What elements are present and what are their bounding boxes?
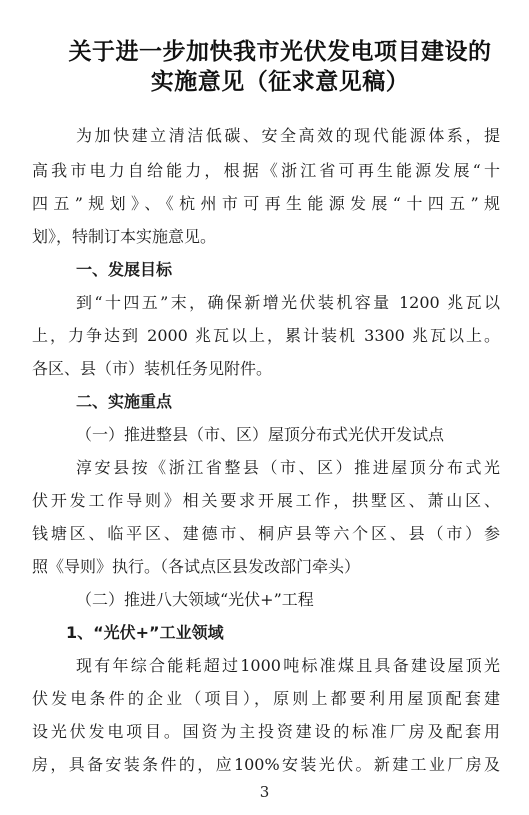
paragraph-line: 伏发电条件的企业（项目），原则上都要利用屋顶配套建	[32, 689, 500, 708]
page-number: 3	[259, 783, 270, 801]
section-heading: 一、发展目标	[76, 260, 173, 279]
paragraph-line: 钱塘区、临平区、建德市、桐庐县等六个区、县（市）参	[32, 524, 500, 543]
paragraph-line: 上，力争达到 2000 兆瓦以上，累计装机 3300 兆瓦以上。	[32, 326, 500, 345]
paragraph-line: 划》，特制订本实施意见。	[32, 227, 217, 246]
paragraph-line: 为加快建立清洁低碳、安全高效的现代能源体系，提	[76, 126, 500, 145]
paragraph-line: 四五”规划》、《杭州市可再生能源发展“十四五”规	[32, 194, 500, 213]
item-heading: 1、“光伏+”工业领域	[66, 623, 224, 642]
paragraph-line: 高我市电力自给能力，根据《浙江省可再生能源发展“十	[32, 161, 500, 180]
document-title-line-2: 实施意见（征求意见稿）	[150, 68, 410, 95]
paragraph-line: 照《导则》执行。（各试点区县发改部门牵头）	[32, 557, 361, 576]
paragraph-line: 伏开发工作导则》相关要求开展工作，拱墅区、萧山区、	[32, 491, 500, 510]
paragraph-line: 房，具备安装条件的，应100%安装光伏。新建工业厂房及	[32, 755, 500, 774]
paragraph-line: 现有年综合能耗超过1000吨标准煤且具备建设屋顶光	[76, 656, 500, 675]
subsection-heading: （一）推进整县（市、区）屋顶分布式光伏开发试点	[76, 425, 445, 444]
document-title-line-1: 关于进一步加快我市光伏发电项目建设的	[68, 38, 492, 65]
paragraph-line: 各区、县（市）装机任务见附件。	[32, 359, 273, 378]
subsection-heading: （二）推进八大领域“光伏+”工程	[76, 590, 314, 609]
paragraph-line: 到“十四五”末，确保新增光伏装机容量 1200 兆瓦以	[76, 293, 500, 312]
paragraph-line: 淳安县按《浙江省整县（市、区）推进屋顶分布式光	[76, 458, 500, 477]
section-heading: 二、实施重点	[76, 392, 173, 411]
paragraph-line: 设光伏发电项目。国资为主投资建设的标准厂房及配套用	[32, 722, 500, 741]
